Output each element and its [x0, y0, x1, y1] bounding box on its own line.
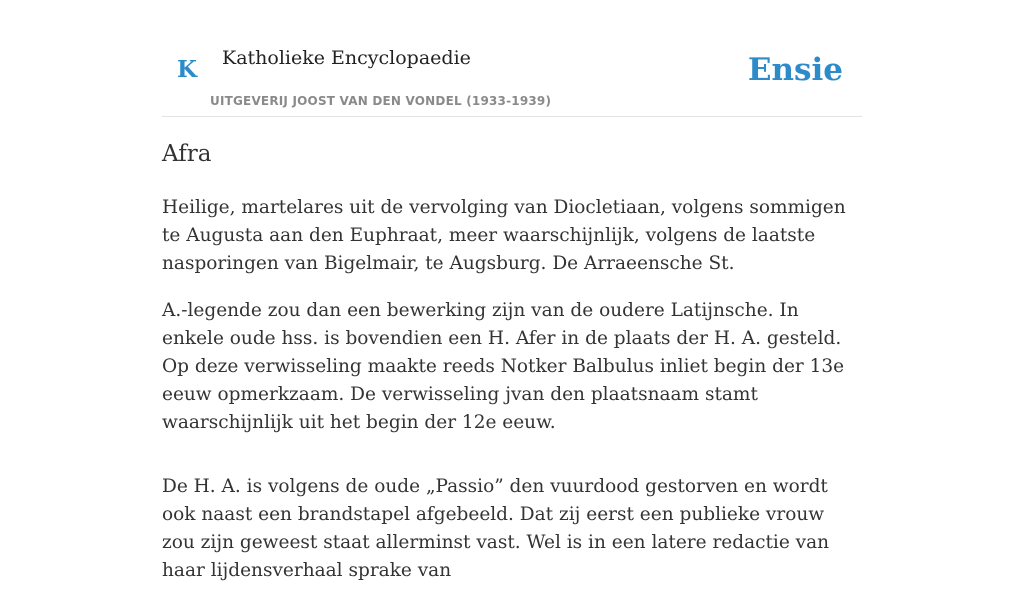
- article-title: Afra: [162, 141, 212, 167]
- ensie-brand-link[interactable]: Ensie: [747, 52, 843, 88]
- article: [162, 138, 862, 604]
- site-header: [162, 0, 862, 117]
- article-paragraph: De H. A. is volgens de oude „Passio” den vuurdood gestorven en wordt ook naast een brandstapel afgebeeld. Dat zij eerst een publieke vrouw zou zijn geweest staat allerminst vast. Wel is in een latere redactie van haar lijdensverhaal sprake van: [162, 476, 830, 581]
- publisher-label: UITGEVERIJ JOOST VAN DEN VONDEL (1933-1939): [210, 94, 552, 108]
- encyclopedia-title-link[interactable]: Katholieke Encyclopaedie: [222, 47, 471, 69]
- article-paragraph: A.-legende zou dan een bewerking zijn van de oudere Latijnsche. In enkele oude hss. is bovendien een H. Afer in de plaats der H. A. gesteld. Op deze verwisseling maakte reeds Notker Balbulus inliet begin der 13e eeuw opmerkzaam. De verwisseling jvan den plaatsnaam stamt waarschijnlijk uit het begin der 12e eeuw.: [162, 300, 845, 433]
- article-paragraph: Heilige, martelares uit de vervolging van Diocletiaan, volgens sommigen te Augusta aan den Euphraat, meer waarschijnlijk, volgens de laatste nasporingen van Bigelmair, te Augsburg. De Arraeensche St.: [162, 197, 846, 274]
- encyclopedia-logo-icon[interactable]: K: [177, 56, 197, 83]
